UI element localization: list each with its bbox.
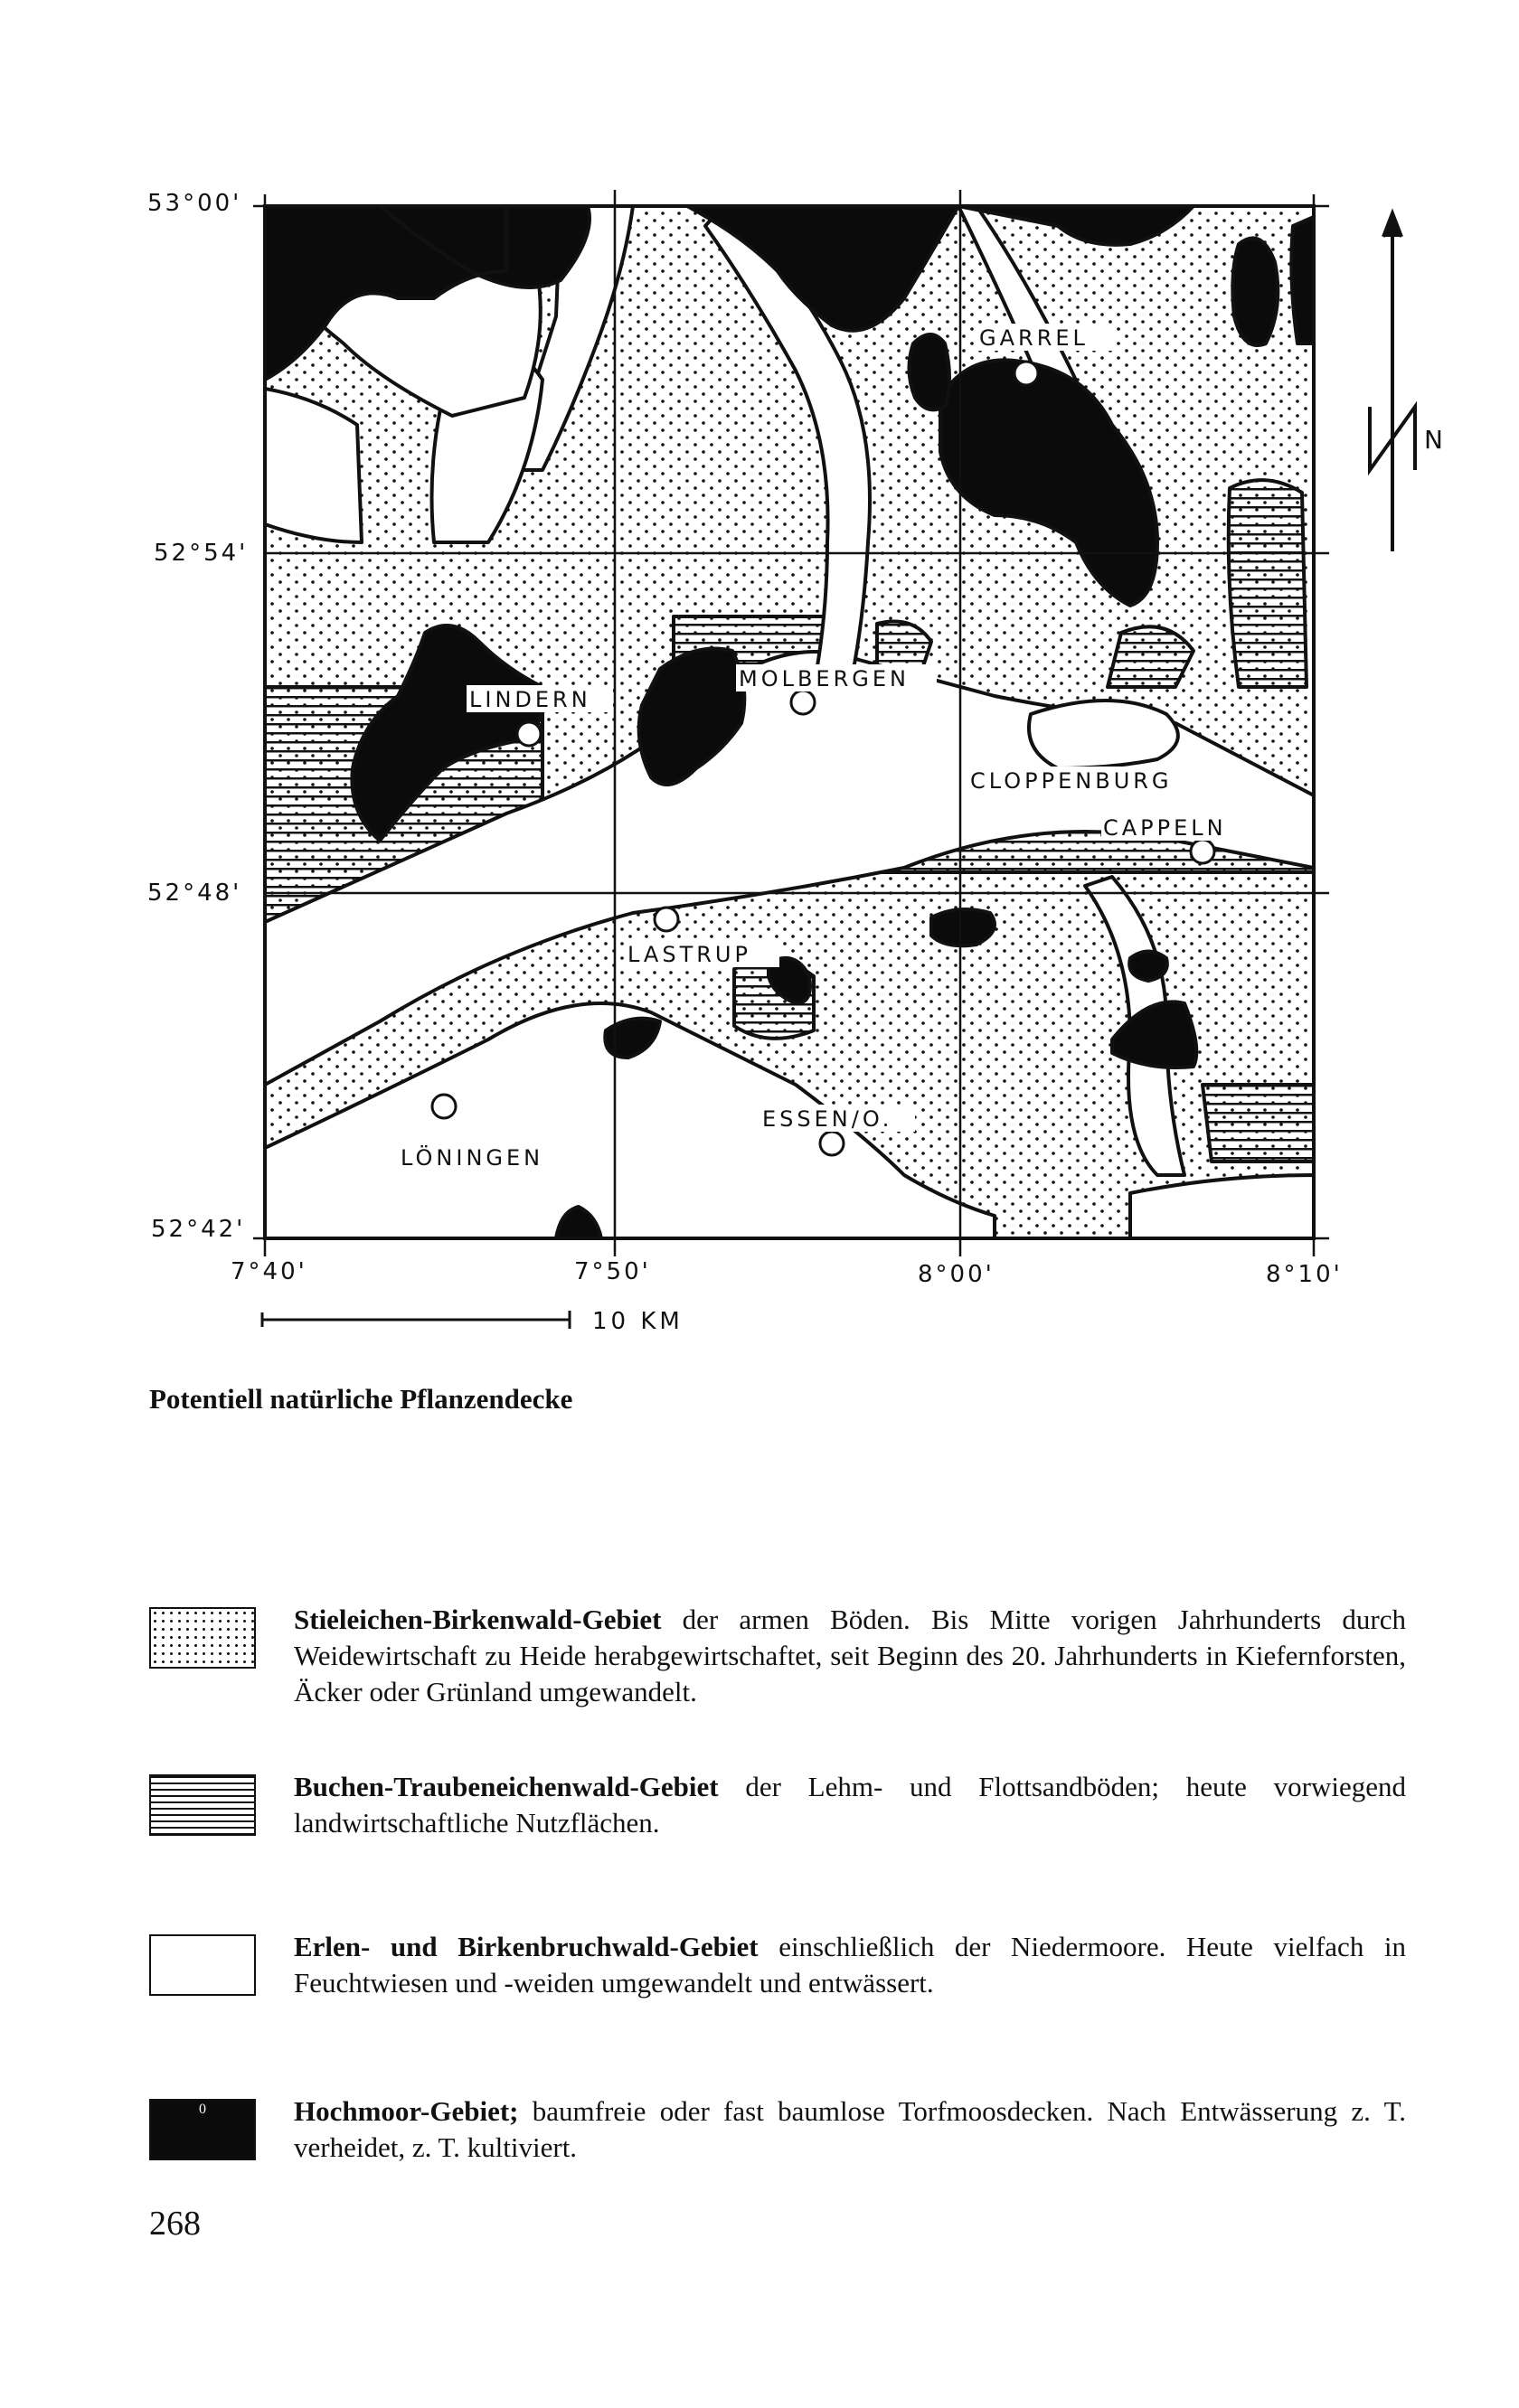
lined-area-3 bbox=[1108, 626, 1194, 687]
legend-title-white: Erlen- und Birkenbruchwald-Gebiet bbox=[294, 1931, 759, 1962]
legend-item-dotted bbox=[149, 1604, 1406, 1734]
town-marker-garrel bbox=[1014, 362, 1038, 385]
lat-label-52-48: 52°48' bbox=[147, 879, 242, 907]
white-cloppenburg bbox=[1029, 701, 1178, 768]
legend-text-white: einschließlich der Niedermoore. Heute vielfach in Feuchtwiesen und -weiden umgewandelt und entwässert. bbox=[294, 1931, 1406, 1999]
place-label-cloppenburg: CLOPPENBURG bbox=[970, 768, 1173, 794]
town-marker-lastrup bbox=[655, 908, 678, 931]
lined-area-southeast bbox=[1203, 1085, 1314, 1162]
lat-label-52-54: 52°54' bbox=[154, 540, 249, 567]
legend-text-lined: der Lehm- und Flottsandböden; heute vorwiegend landwirtschaftliche Nutzflächen. bbox=[294, 1771, 1406, 1839]
town-marker-essen bbox=[820, 1132, 844, 1155]
place-label-lindern: LINDERN bbox=[469, 687, 591, 712]
legend-text-black: baumfreie oder fast baumlose Torfmoosdecken. Nach Entwässerung z. T. verheidet, z. T. kultiviert. bbox=[294, 2095, 1406, 2163]
legend-swatch-white bbox=[149, 1934, 256, 1996]
scale-bar bbox=[262, 1311, 570, 1329]
black-moor-east-edge bbox=[1291, 217, 1314, 343]
lon-label-7-40: 7°40' bbox=[231, 1258, 307, 1285]
town-marker-lindern bbox=[517, 722, 541, 746]
black-moor-east bbox=[1232, 238, 1278, 345]
black-moor-se1 bbox=[1129, 952, 1167, 982]
town-marker-loningen bbox=[432, 1095, 456, 1118]
place-label-cappeln: CAPPELN bbox=[1103, 815, 1227, 841]
place-label-lastrup: LASTRUP bbox=[627, 942, 751, 967]
place-label-molbergen: MOLBERGEN bbox=[739, 666, 910, 691]
legend-swatch-dotted bbox=[149, 1607, 256, 1669]
page-number: 268 bbox=[149, 2205, 201, 2243]
lat-label-52-42: 52°42' bbox=[151, 1216, 246, 1243]
legend-item-lined bbox=[149, 1771, 1406, 1901]
north-arrow bbox=[1370, 213, 1415, 551]
legend-item-white bbox=[149, 1931, 1406, 2061]
lon-label-8-10: 8°10' bbox=[1266, 1261, 1343, 1288]
place-label-essen: ESSEN/O. bbox=[762, 1106, 893, 1132]
legend-item-black bbox=[149, 2095, 1406, 2225]
lon-label-8-00: 8°00' bbox=[918, 1261, 995, 1288]
north-label: N bbox=[1424, 425, 1446, 455]
place-label-garrel: GARREL bbox=[979, 325, 1089, 351]
legend-title-black: Hochmoor-Gebiet; bbox=[294, 2095, 519, 2127]
legend-title-lined: Buchen-Traubeneichenwald-Gebiet bbox=[294, 1771, 719, 1802]
lat-label-53-00: 53°00' bbox=[147, 190, 242, 217]
legend-swatch-lined bbox=[149, 1774, 256, 1836]
place-label-loningen: LÖNINGEN bbox=[401, 1145, 544, 1171]
black-moor-garrel-small bbox=[909, 334, 949, 409]
scale-bar-label: 10 KM bbox=[592, 1308, 684, 1335]
legend-swatch-black: 0 bbox=[149, 2099, 256, 2160]
legend-text-dotted: der armen Böden. Bis Mitte vorigen Jahrhunderts durch Weidewirtschaft zu Heide herabgewirtschaftet, seit Beginn des 20. Jahrhunderts in Kiefernforsten, Äcker oder Grünland umgewandelt. bbox=[294, 1604, 1406, 1707]
lined-area-east bbox=[1229, 480, 1307, 687]
town-marker-cappeln bbox=[1191, 840, 1214, 863]
map-caption: Potentiell natürliche Pflanzendecke bbox=[149, 1383, 573, 1415]
lon-label-7-50: 7°50' bbox=[574, 1258, 651, 1285]
town-marker-molbergen bbox=[791, 691, 815, 714]
legend-title-dotted: Stieleichen-Birkenwald-Gebiet bbox=[294, 1604, 662, 1635]
black-moor-s1 bbox=[931, 909, 995, 945]
